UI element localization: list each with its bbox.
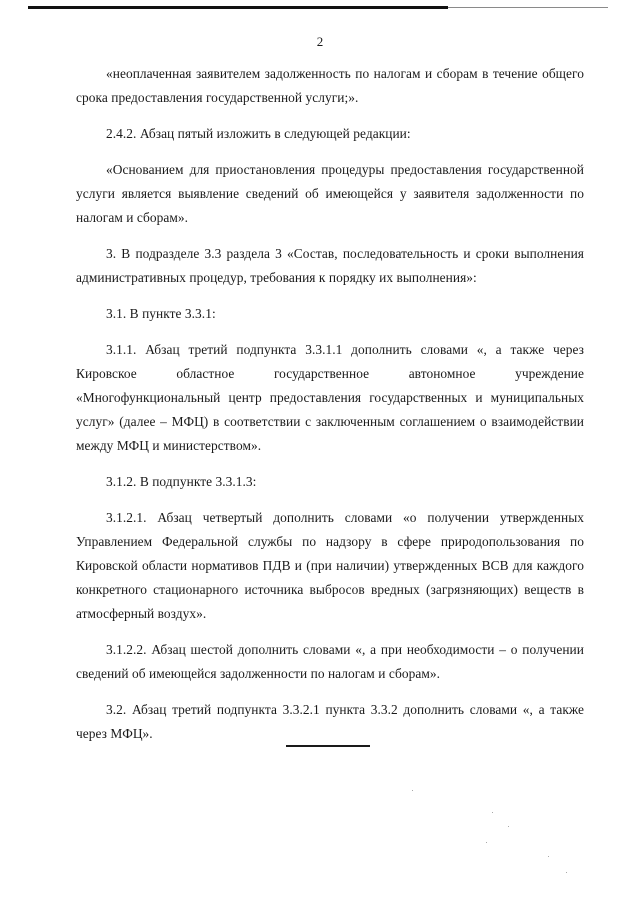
paragraph-3: 3. В подразделе 3.3 раздела 3 «Состав, последовательность и сроки выполнения административных процедур, требования к порядку их выполнения»: — [76, 246, 584, 285]
scan-speck — [412, 790, 413, 791]
scan-speck — [508, 826, 509, 827]
paragraph-3-1-1: 3.1.1. Абзац третий подпункта 3.3.1.1 дополнить словами «, а также через Кировское областное государственное автономное учреждение «Многофункциональный центр предоставления государственных и муниципальных услуг» (далее – МФЦ) в соответствии с заключенным соглашением о взаимодействии между МФЦ и министерством». — [76, 342, 584, 453]
scan-speck — [492, 812, 493, 813]
paragraph-2-4-2: 2.4.2. Абзац пятый изложить в следующей редакции: — [106, 126, 411, 141]
paragraph-3-2: 3.2. Абзац третий подпункта 3.3.2.1 пункта 3.3.2 дополнить словами «, а также через МФЦ». — [76, 702, 584, 741]
scan-speck — [566, 872, 567, 873]
paragraph-3-1: 3.1. В пункте 3.3.1: — [106, 306, 216, 321]
document-body — [76, 62, 584, 758]
page-number: 2 — [316, 34, 324, 49]
paragraph-suspension-basis: «Основанием для приостановления процедуры предоставления государственной услуги является выявление сведений об имеющейся у заявителя задолженности по налогам и сборам». — [76, 162, 584, 225]
paragraph-debt-clause: «неоплаченная заявителем задолженность по налогам и сборам в течение общего срока предоставления государственной услуги;». — [76, 66, 584, 105]
paragraph-3-1-2-1: 3.1.2.1. Абзац четвертый дополнить словами «о получении утвержденных Управлением Федеральной службы по надзору в сфере природопользования по Кировской области нормативов ПДВ и (при наличии) утвержденных ВСВ для каждого конкретного стационарного источника выбросов вредных (загрязняющих) веществ в атмосферный воздух». — [76, 510, 584, 621]
paragraph-3-1-2: 3.1.2. В подпункте 3.3.1.3: — [106, 474, 257, 489]
scan-edge-line — [28, 6, 448, 9]
scan-speck — [486, 842, 487, 843]
scan-edge-line-thin — [448, 7, 608, 8]
scan-speck — [548, 856, 549, 857]
paragraph-3-1-2-2: 3.1.2.2. Абзац шестой дополнить словами «, а при необходимости – о получении сведений об имеющейся задолженности по налогам и сборам». — [76, 642, 584, 681]
end-of-document-line — [286, 745, 370, 747]
